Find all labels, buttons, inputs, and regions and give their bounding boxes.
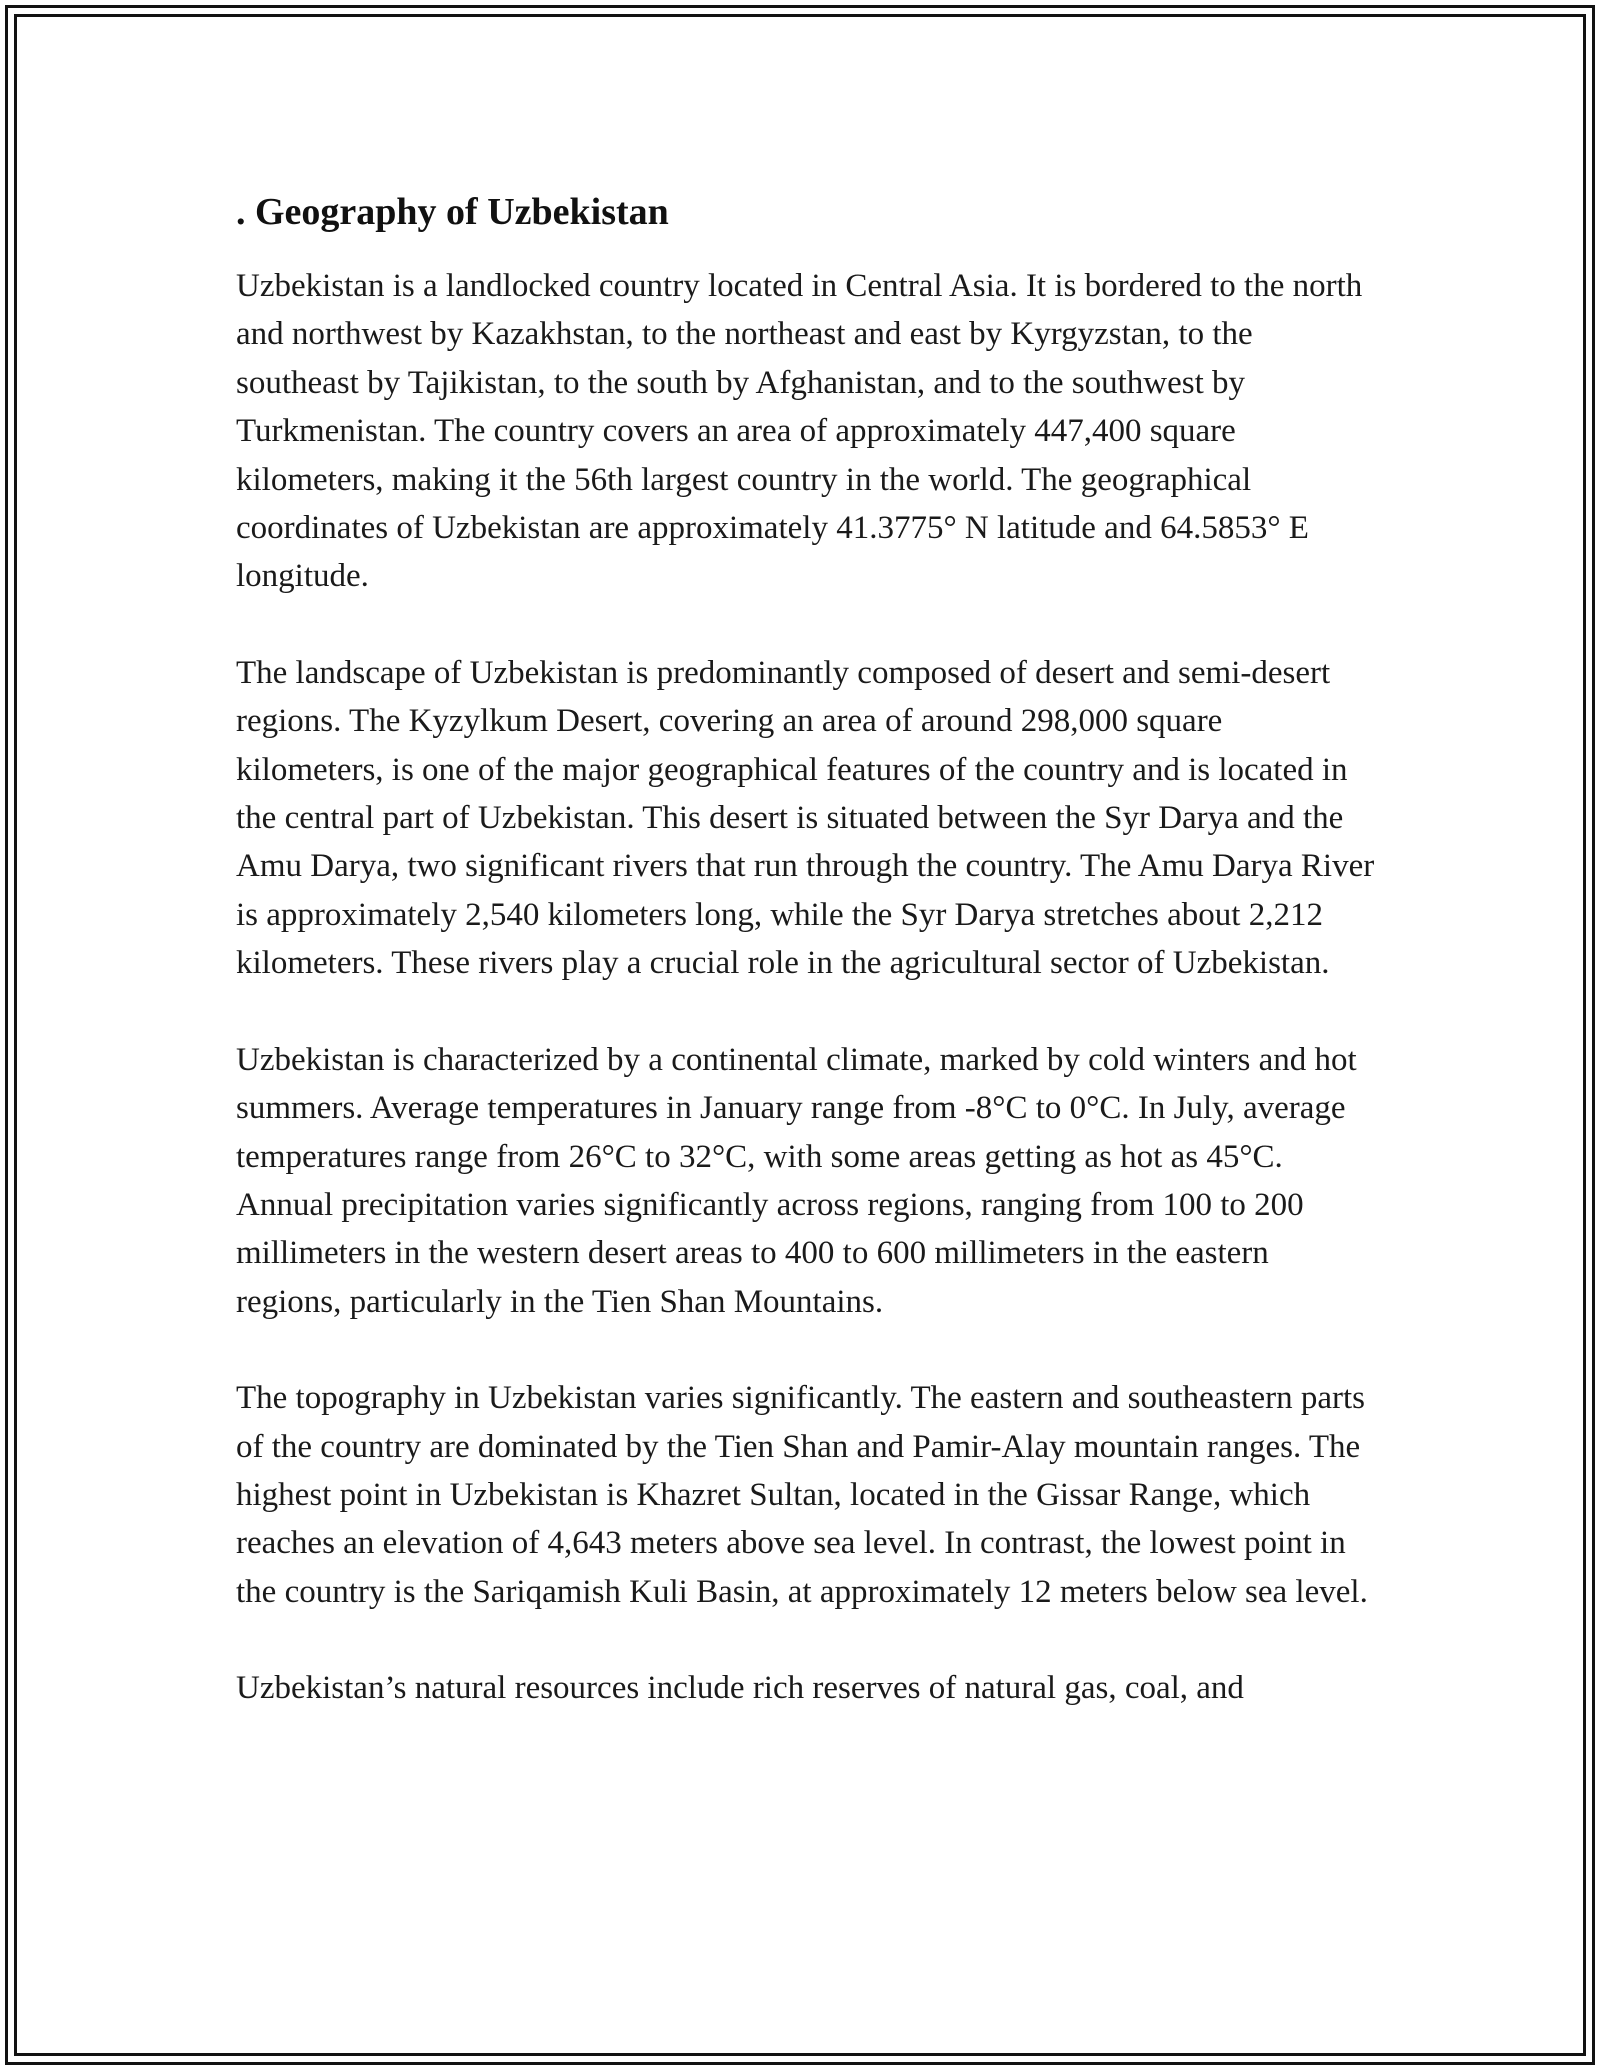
paragraph-landscape: The landscape of Uzbekistan is predominantly composed of desert and semi-desert regions. The Kyzylkum Desert, covering an area of around 298,000 square kilometers, is one of the major geographical features of the country and is located in the central part of Uzbekistan. This desert is situated between the Syr Darya and the Amu Darya, two significant rivers that run through the country. The Amu Darya River is approximately 2,540 kilometers long, while the Syr Darya stretches about 2,212 kilometers. These rivers play a crucial role in the agricultural sector of Uzbekistan.	[236, 654, 1375, 982]
document-page	[236, 186, 1376, 1713]
paragraph-location: Uzbekistan is a landlocked country located in Central Asia. It is bordered to the north and northwest by Kazakhstan, to the northeast and east by Kyrgyzstan, to the southeast by Tajikistan, to the south by Afghanistan, and to the southwest by Turkmenistan. The country covers an area of approximately 447,400 square kilometers, making it the 56th largest country in the world. The geographical coordinates of Uzbekistan are approximately 41.3775° N latitude and 64.5853° E longitude.	[236, 268, 1363, 595]
paragraph-natural-resources: Uzbekistan’s natural resources include rich reserves of natural gas, coal, and	[236, 1670, 1244, 1707]
paragraph-climate: Uzbekistan is characterized by a continental climate, marked by cold winters and hot summers. Average temperatures in January range from -8°C to 0°C. In July, average temperatures range from 26°C to 32°C, with some areas getting as hot as 45°C. Annual precipitation varies significantly across regions, ranging from 100 to 200 millimeters in the western desert areas to 400 to 600 millimeters in the eastern regions, particularly in the Tien Shan Mountains.	[236, 1041, 1357, 1320]
document-title: . Geography of Uzbekistan	[236, 191, 669, 233]
paragraph-topography: The topography in Uzbekistan varies significantly. The eastern and southeastern parts of the country are dominated by the Tien Shan and Pamir-Alay mountain ranges. The highest point in Uzbekistan is Khazret Sultan, located in the Gissar Range, which reaches an elevation of 4,643 meters above sea level. In contrast, the lowest point in the country is the Sariqamish Kuli Basin, at approximately 12 meters below sea level.	[236, 1380, 1368, 1610]
